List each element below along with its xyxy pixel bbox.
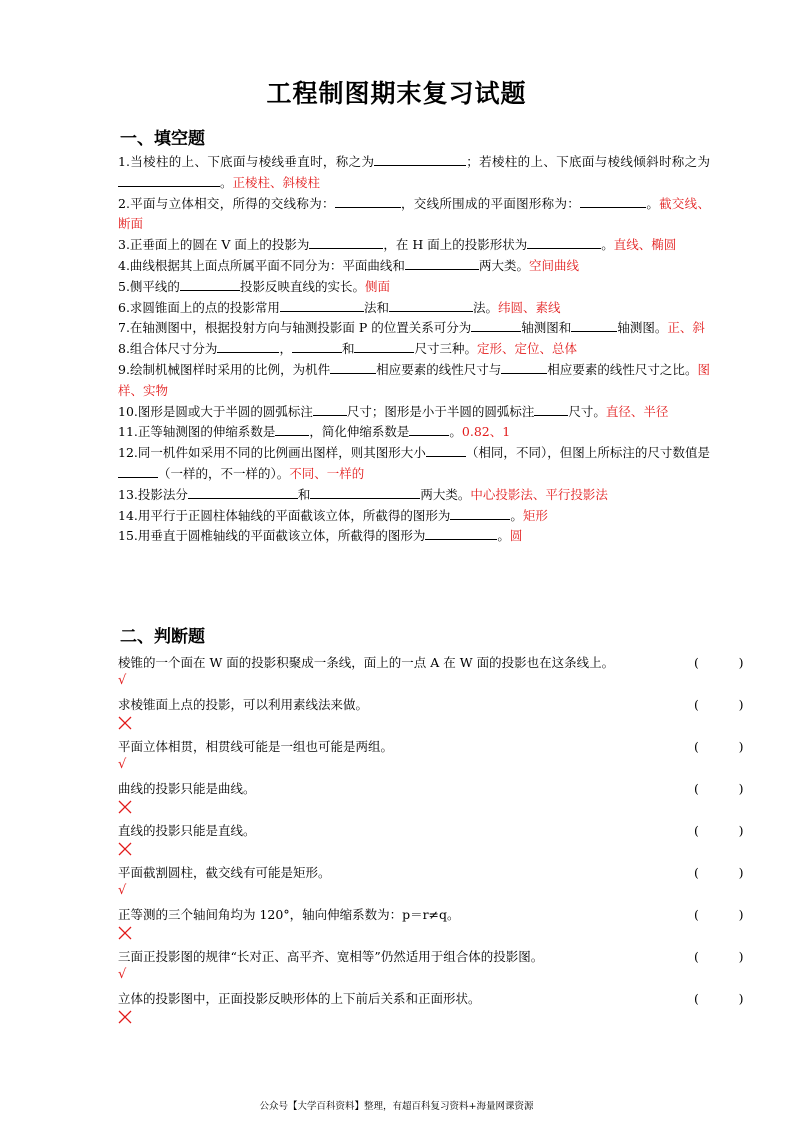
answer-blank (118, 464, 158, 478)
answer-blank (118, 173, 220, 187)
answer-text: 纬圆、素线 (497, 299, 561, 315)
question-10 (118, 402, 710, 423)
question-text: 1.当棱柱的上、下底面与棱线垂直时，称之为 (118, 154, 375, 169)
statement-text: 三面正投影图的规律“长对正、高平齐、宽相等”仍然适用于组合体的投影图。 (118, 949, 544, 964)
question-14 (118, 506, 710, 527)
cross-mark-icon (118, 1010, 132, 1024)
statement-text: 求棱锥面上点的投影，可以利用素线法来做。 (118, 697, 369, 712)
question-text: （一样的，不一样的）。 (158, 465, 290, 481)
question-text: 尺寸三种。 (414, 341, 477, 357)
answer-parentheses: ( ) (694, 865, 744, 880)
answer-parentheses: ( ) (694, 739, 744, 754)
answer-parentheses: ( ) (694, 907, 744, 922)
answer-blank (217, 339, 279, 353)
cross-mark-icon (118, 716, 132, 730)
answer-text: 正棱柱、斜棱柱 (232, 174, 321, 190)
answer-parentheses: ( ) (694, 655, 744, 670)
question-text: 7.在轴测图中，根据投射方向与轴测投影面 P 的位置关系可分为 (118, 320, 472, 336)
question-11 (118, 422, 710, 443)
question-1 (118, 152, 710, 194)
answer-blank (534, 402, 568, 416)
judge-item-5 (118, 822, 744, 840)
question-text: 15.用垂直于圆椎轴线的平面截该立体，所截得的图形为 (118, 528, 426, 544)
answer-text: 侧面 (364, 278, 390, 294)
question-8 (118, 339, 710, 360)
answer-blank (335, 194, 401, 208)
question-6 (118, 298, 710, 319)
answer-blank (580, 194, 646, 208)
question-text: ；若棱柱的上、下底面与棱线倾斜时称之为 (466, 154, 710, 169)
answer-text: 矩形 (522, 507, 548, 523)
question-text: 两大类。 (420, 486, 471, 502)
statement-text: 直线的投影只能是直线。 (118, 823, 256, 838)
answer-blank (374, 152, 466, 166)
answer-blank (280, 298, 364, 312)
answer-text: 直线、椭圆 (613, 237, 677, 253)
question-9 (118, 360, 710, 402)
answer-blank (389, 298, 473, 312)
question-2 (118, 194, 710, 236)
question-text: ，简化伸缩系数是 (309, 424, 410, 440)
answer-text: 0.82、1 (461, 424, 511, 440)
answer-blank (471, 318, 521, 332)
check-mark-icon: √ (118, 967, 127, 982)
question-text: ，在 H 面上的投影形状为 (383, 237, 528, 253)
statement-text: 平面截割圆柱，截交线有可能是矩形。 (118, 865, 331, 880)
answer-blank (426, 443, 466, 457)
judge-item-9 (118, 990, 744, 1008)
answer-blank (310, 485, 420, 499)
question-4 (118, 256, 710, 277)
section-heading-true-false: 二、判断题 (120, 627, 205, 647)
question-text: 。 (510, 507, 523, 523)
question-text: 。 (497, 528, 510, 544)
question-text: 轴测图和 (521, 320, 572, 336)
answer-blank (450, 506, 510, 520)
question-text: 投影反映直线的实长。 (239, 278, 365, 294)
statement-text: 立体的投影图中，正面投影反映形体的上下前后关系和正面形状。 (118, 991, 481, 1006)
question-text: 。 (646, 195, 660, 211)
question-text: 两大类。 (478, 257, 529, 273)
answer-blank (180, 277, 240, 291)
cross-mark-icon (118, 842, 132, 856)
check-mark-icon: √ (118, 673, 127, 688)
question-12 (118, 443, 710, 485)
question-3 (118, 235, 710, 256)
answer-text: 直径、半径 (605, 403, 669, 419)
question-text: 12.同一机件如采用不同的比例画出图样，则其图形大小 (118, 445, 426, 461)
question-text: 10.图形是圆或大于半圆的圆弧标注 (118, 403, 313, 419)
judge-item-3 (118, 738, 744, 772)
answer-blank (501, 360, 547, 374)
answer-blank (275, 422, 309, 436)
section-heading-fill-in: 一、填空题 (120, 129, 205, 149)
answer-text: 截交线、断面 (118, 195, 710, 232)
question-text: 和 (341, 341, 355, 357)
cross-mark-icon (118, 800, 132, 814)
answer-text: 图样、实物 (118, 361, 710, 398)
question-text: 13.投影法分 (118, 486, 188, 502)
question-text: 。 (601, 237, 614, 253)
answer-blank (309, 235, 383, 249)
question-7 (118, 318, 710, 339)
answer-blank (425, 526, 497, 540)
fill-in-questions (118, 152, 710, 547)
answer-text: 圆 (509, 528, 523, 544)
answer-blank (188, 485, 298, 499)
question-text: 3.正垂面上的圆在 V 面上的投影为 (118, 237, 310, 253)
answer-blank (330, 360, 376, 374)
answer-blank (292, 339, 342, 353)
answer-text: 不同、一样的 (289, 465, 365, 481)
question-text: 14.用平行于正圆柱体轴线的平面截该立体，所截得的图形为 (118, 507, 451, 523)
check-mark-icon: √ (118, 757, 127, 772)
answer-text: 定形、定位、总体 (476, 341, 577, 357)
page-title: 工程制图期末复习试题 (266, 79, 527, 108)
page-footer: 公众号【大学百科资料】整理，有超百科复习资料+海量网课资源 (259, 1101, 534, 1112)
answer-blank (409, 422, 449, 436)
judge-item-1 (118, 654, 744, 688)
question-text: 法。 (472, 299, 498, 315)
statement-text: 棱锥的一个面在 W 面的投影积聚成一条线，面上的一点 A 在 W 面的投影也在这条线上。 (118, 655, 615, 670)
question-text: 6.求圆锥面上的点的投影常用 (118, 299, 280, 315)
question-text: 2.平面与立体相交，所得的交线称为： (118, 195, 335, 211)
answer-text: 空间曲线 (528, 257, 579, 273)
question-text: 4.曲线根据其上面点所属平面不同分为：平面曲线和 (118, 257, 405, 273)
judge-item-8 (118, 948, 744, 982)
answer-parentheses: ( ) (694, 991, 744, 1006)
question-text: 11.正等轴测图的伸缩系数是 (118, 424, 276, 440)
judge-item-7 (118, 906, 744, 924)
question-text: ， (279, 341, 292, 357)
answer-parentheses: ( ) (694, 949, 744, 964)
check-mark-icon: √ (118, 883, 127, 898)
answer-text: 中心投影法、平行投影法 (470, 486, 608, 502)
statement-text: 平面立体相贯，相贯线可能是一组也可能是两组。 (118, 739, 394, 754)
question-text: 和 (297, 486, 311, 502)
question-text: 相应要素的线性尺寸与 (376, 361, 502, 377)
question-text: ，交线所围成的平面图形称为： (400, 195, 581, 211)
question-text: 相应要素的线性尺寸之比。 (547, 361, 698, 377)
cross-mark-icon (118, 926, 132, 940)
question-5 (118, 277, 710, 298)
answer-blank (571, 318, 617, 332)
question-text: 。 (220, 174, 233, 190)
judge-item-4 (118, 780, 744, 798)
answer-blank (313, 402, 347, 416)
answer-parentheses: ( ) (694, 781, 744, 796)
question-text: 尺寸。 (568, 403, 606, 419)
question-text: 法和 (363, 299, 389, 315)
answer-blank (405, 256, 479, 270)
question-13 (118, 485, 710, 506)
question-text: 轴测图。 (617, 320, 668, 336)
question-text: 。 (449, 424, 462, 440)
answer-blank (354, 339, 414, 353)
question-text: 8.组合体尺寸分为 (118, 341, 218, 357)
question-15 (118, 526, 710, 547)
question-text: 5.侧平线的 (118, 278, 180, 294)
answer-text: 正、斜 (667, 320, 705, 336)
question-text: （相同，不同），但图上所标注的尺寸数值是 (465, 445, 710, 461)
judge-item-2 (118, 696, 744, 714)
answer-blank (527, 235, 601, 249)
judge-item-6 (118, 864, 744, 898)
question-text: 9.绘制机械图样时采用的比例，为机件 (118, 361, 331, 377)
answer-parentheses: ( ) (694, 823, 744, 838)
statement-text: 正等测的三个轴间角均为 120°，轴向伸缩系数为：p＝r≠q。 (118, 907, 460, 922)
statement-text: 曲线的投影只能是曲线。 (118, 781, 256, 796)
answer-parentheses: ( ) (694, 697, 744, 712)
question-text: 尺寸；图形是小于半圆的圆弧标注 (346, 403, 535, 419)
